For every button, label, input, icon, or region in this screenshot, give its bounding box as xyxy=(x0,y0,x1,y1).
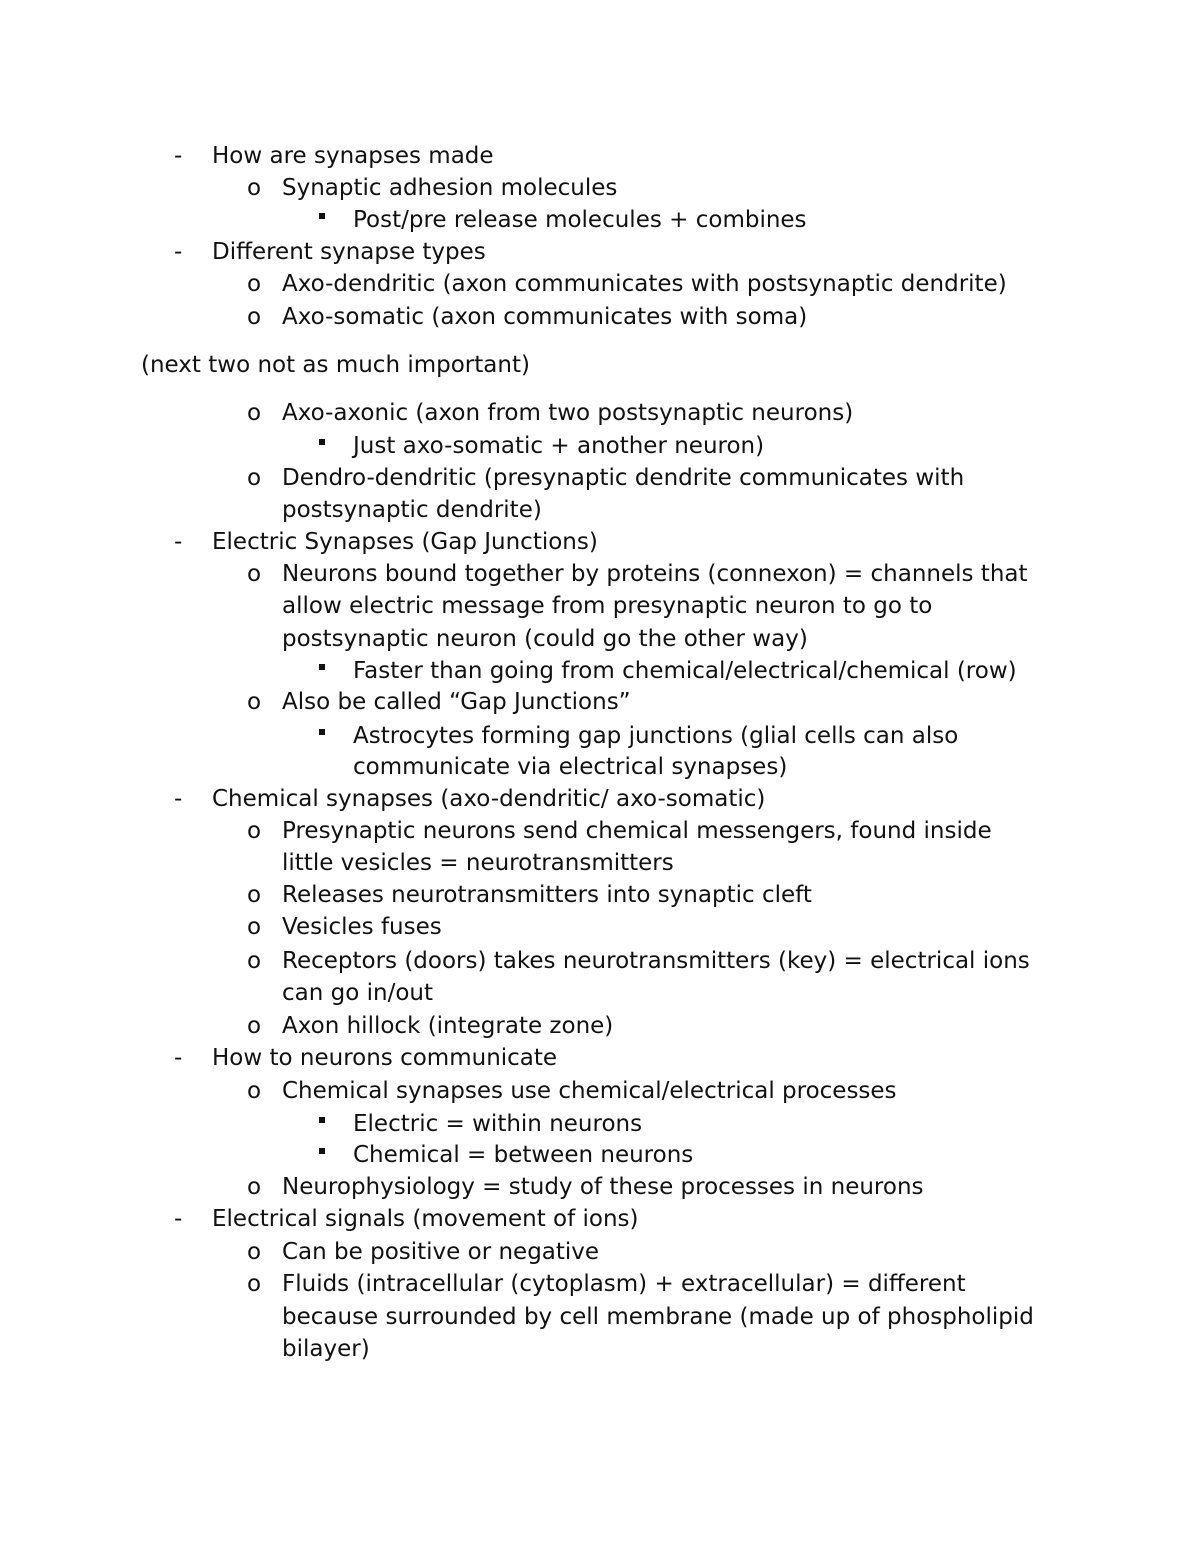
note-line: Just axo-somatic + another neuron) xyxy=(353,433,765,459)
note-line: little vesicles = neurotransmitters xyxy=(282,850,674,876)
dash-bullet: - xyxy=(174,786,183,812)
square-bullet xyxy=(319,1117,325,1123)
note-line: Astrocytes forming gap junctions (glial cells can also xyxy=(353,723,959,749)
square-bullet xyxy=(319,664,325,670)
circle-bullet: o xyxy=(247,271,262,297)
dash-bullet: - xyxy=(174,143,183,169)
note-line: Axo-axonic (axon from two postsynaptic neurons) xyxy=(282,400,854,426)
circle-bullet: o xyxy=(247,561,262,587)
note-line: Electric = within neurons xyxy=(353,1111,643,1137)
note-line: Different synapse types xyxy=(212,239,486,265)
note-line: Axon hillock (integrate zone) xyxy=(282,1013,614,1039)
note-line: Vesicles fuses xyxy=(282,914,442,940)
square-bullet xyxy=(319,729,325,735)
note-line: Synaptic adhesion molecules xyxy=(282,175,618,201)
note-line: Electrical signals (movement of ions) xyxy=(212,1206,639,1232)
note-line: Chemical = between neurons xyxy=(353,1142,694,1168)
note-line: communicate via electrical synapses) xyxy=(353,754,788,780)
note-line: Receptors (doors) takes neurotransmitters (key) = electrical ions xyxy=(282,948,1030,974)
note-line: Chemical synapses use chemical/electrical processes xyxy=(282,1078,897,1104)
note-line: Fluids (intracellular (cytoplasm) + extracellular) = different xyxy=(282,1271,966,1297)
square-bullet xyxy=(319,1148,325,1154)
circle-bullet: o xyxy=(247,689,262,715)
note-line: can go in/out xyxy=(282,980,433,1006)
dash-bullet: - xyxy=(174,239,183,265)
circle-bullet: o xyxy=(247,1271,262,1297)
note-line: Chemical synapses (axo-dendritic/ axo-somatic) xyxy=(212,786,766,812)
note-line: How are synapses made xyxy=(212,143,494,169)
circle-bullet: o xyxy=(247,914,262,940)
note-line: Releases neurotransmitters into synaptic cleft xyxy=(282,882,812,908)
circle-bullet: o xyxy=(247,1174,262,1200)
dash-bullet: - xyxy=(174,529,183,555)
note-line: postsynaptic dendrite) xyxy=(282,497,542,523)
note-line: Can be positive or negative xyxy=(282,1239,600,1265)
circle-bullet: o xyxy=(247,818,262,844)
note-line: How to neurons communicate xyxy=(212,1045,558,1071)
note-line: Dendro-dendritic (presynaptic dendrite communicates with xyxy=(282,465,965,491)
circle-bullet: o xyxy=(247,1013,262,1039)
circle-bullet: o xyxy=(247,465,262,491)
circle-bullet: o xyxy=(247,400,262,426)
note-line: postsynaptic neuron (could go the other way) xyxy=(282,626,808,652)
dash-bullet: - xyxy=(174,1206,183,1232)
square-bullet xyxy=(319,213,325,219)
note-line: bilayer) xyxy=(282,1336,370,1362)
note-aside: (next two not as much important) xyxy=(141,352,530,378)
note-line: Axo-somatic (axon communicates with soma) xyxy=(282,304,808,330)
note-line: Faster than going from chemical/electrical/chemical (row) xyxy=(353,658,1017,684)
note-line: because surrounded by cell membrane (made up of phospholipid xyxy=(282,1304,1034,1330)
note-line: Neurophysiology = study of these processes in neurons xyxy=(282,1174,924,1200)
note-line: Axo-dendritic (axon communicates with postsynaptic dendrite) xyxy=(282,271,1007,297)
circle-bullet: o xyxy=(247,948,262,974)
square-bullet xyxy=(319,439,325,445)
note-line: Post/pre release molecules + combines xyxy=(353,207,807,233)
note-line: Presynaptic neurons send chemical messengers, found inside xyxy=(282,818,992,844)
circle-bullet: o xyxy=(247,1239,262,1265)
circle-bullet: o xyxy=(247,882,262,908)
note-line: Electric Synapses (Gap Junctions) xyxy=(212,529,598,555)
note-line: Also be called “Gap Junctions” xyxy=(282,689,631,715)
circle-bullet: o xyxy=(247,175,262,201)
circle-bullet: o xyxy=(247,304,262,330)
note-line: allow electric message from presynaptic neuron to go to xyxy=(282,593,933,619)
note-line: Neurons bound together by proteins (connexon) = channels that xyxy=(282,561,1028,587)
dash-bullet: - xyxy=(174,1045,183,1071)
circle-bullet: o xyxy=(247,1078,262,1104)
